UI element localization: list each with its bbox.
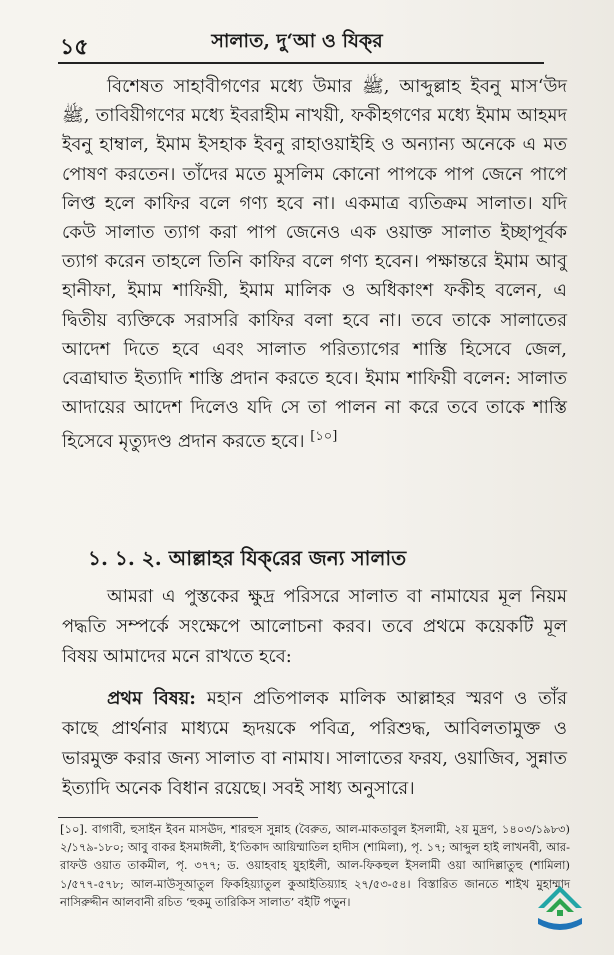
paragraph-intro: আমরা এ পুস্তকের ক্ষুদ্র পরিসরে সালাত বা নামাযের মূল নিয়ম পদ্ধতি সম্পর্কে সংক্ষেপে আলোচনা করব। তবে প্রথমে কয়েকটি মূল বিষয় আমাদের মনে রাখতে হবে: — [62, 586, 567, 667]
header-divider — [58, 62, 544, 64]
body-paragraph-text: বিশেষত সাহাবীগণের মধ্যে উমার ﷺ, আব্দুল্লাহ ইবনু মাস‘উদ ﷺ, তাবিয়ীগণের মধ্যে ইবরাহীম নাখয়ী, ফকীহগণের মধ্যে ইমাম আহমদ ইবনু হাম্বাল, ইমাম ইসহাক ইবনু রাহাওয়াইহি ও অন্যান্য অনেকে এ মত পোষণ করতেন। তাঁদের মতে মুসলিম কোনো পাপকে পাপ জেনে পাপে লিপ্ত হলে কাফির বলে গণ্য হবে না। একমাত্র ব্যতিক্রম সালাত। যদি কেউ সালাত ত্যাগ করা পাপ জেনেও এক ওয়াক্ত সালাত ইচ্ছাপূর্বক ত্যাগ করেন তাহলে তিনি কাফির বলে গণ্য হবেন। পক্ষান্তরে ইমাম আবু হানীফা, ইমাম শাফিয়ী, ইমাম মালিক ও অধিকাংশ ফকীহ বলেন, এ দ্বিতীয় ব্যক্তিকে সরাসরি কাফির বলা হবে না। তবে তাকে সালাতের আদেশ দিতে হবে এবং সালাত পরিত্যাগের শাস্তি হিসেবে জেল, বেত্রাঘাত ইত্যাদি শাস্তি প্রদান করতে হবে। ইমাম শাফিয়ী বলেন: সালাত আদায়ের আদেশ দিলেও যদি সে তা পালন না করে তবে তাকে শাস্তি হিসেবে মৃত্যুদণ্ড প্রদান করতে হবে। — [62, 76, 567, 453]
section-body — [62, 582, 567, 816]
footnote-reference[interactable]: [১০] — [310, 429, 338, 445]
body-text-block — [62, 72, 567, 457]
paragraph-first-point — [62, 684, 567, 804]
footnote-divider — [58, 817, 258, 818]
page-header — [60, 28, 534, 58]
footnote: [১০]. বাগাবী, হুসাইন ইবন মাসঊদ, শারহুস সুন্নাহ (বৈরুত, আল-মাকতাবুল ইসলামী, ২য় মুদ্রণ, ১৪০৩/১৯৮৩) ২/১৭৯-১৮০; আবু বাকর ইসমাঈলী, ই‘তিকাদ আয়িম্মাতিল হাদীস (শামিলা), পৃ. ১৭; আব্দুল হাই লাখনবী, আর-রাফউ ওয়াত তাকমীল, পৃ. ৩৭৭; ড. ওয়াহবাহ যুহাইলী, আল-ফিকহুল ইসলামী ওয়া আদিল্লাতুহু (শামিলা) ১/৫৭৭-৫৭৮; আল-মাউসূআতুল ফিকহিয়্যাতুল কুআইতিয়্যাহ ২৭/৫৩-৫৪। বিস্তারিত জানতে শাইখ মুহাম্মাদ নাসিরুদ্দীন আলবানী রচিত ‘হুকমু তারিকিস সালাত’ বইটি পড়ুন। — [60, 822, 570, 909]
running-head-title: সালাত, দু‘আ ও যিক্‌র — [211, 30, 383, 52]
section-heading: ১. ১. ২. আল্লাহর যিক্‌রের জন্য সালাত — [88, 546, 407, 570]
first-point-text: মহান প্রতিপালক মালিক আল্লাহর স্মরণ ও তাঁর কাছে প্রার্থনার মাধ্যমে হৃদয়কে পবিত্র, পরিশুদ্ধ, আবিলতামুক্ত ও ভারমুক্ত করার জন্য সালাত বা নামায। সালাতের ফরয, ওয়াজিব, সুন্নাত ইত্যাদি অনেক বিধান রয়েছে। সবই সাধ্য অনুসারে। — [62, 688, 567, 799]
first-point-label: প্রথম বিষয়: — [107, 688, 196, 709]
body-paragraph — [62, 72, 567, 457]
page-number: ১৫ — [60, 34, 89, 60]
publisher-logo-icon — [532, 880, 588, 936]
